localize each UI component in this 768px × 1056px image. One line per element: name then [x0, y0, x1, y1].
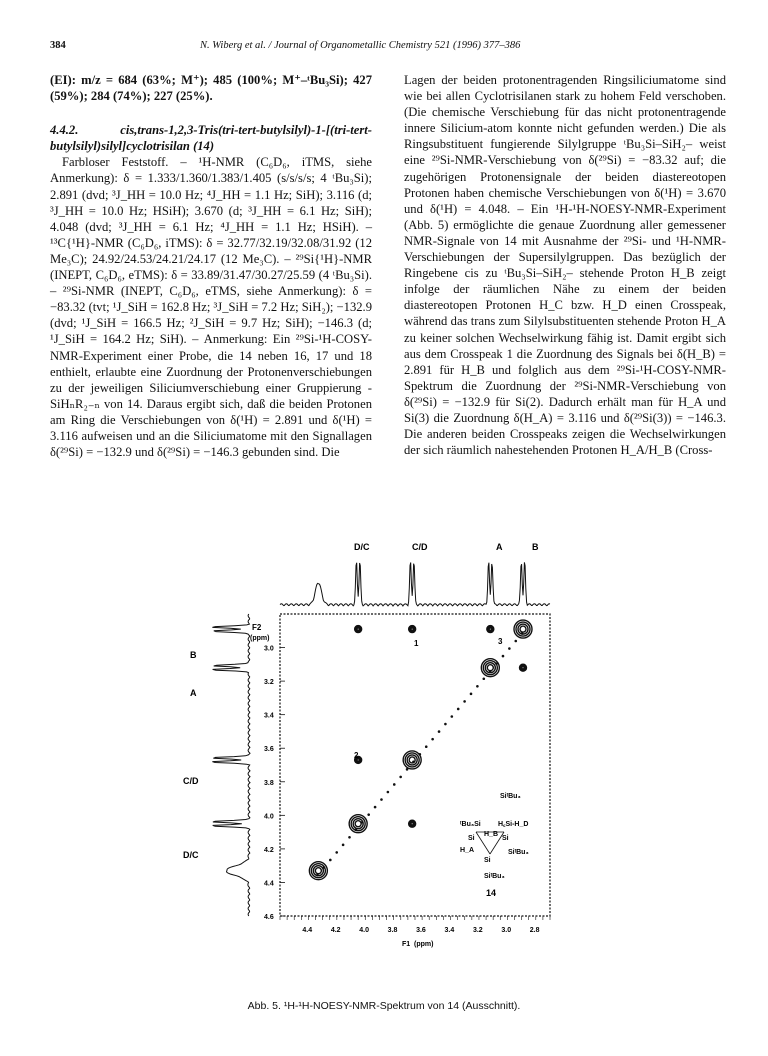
f1-axis-label: F1 [402, 941, 411, 948]
crosspeak-label-1: 1 [414, 639, 419, 648]
structure-label: ᵗBu₃Si [460, 821, 481, 828]
x-tick-label: 4.4 [302, 927, 313, 934]
right-column [404, 72, 726, 458]
diagonal-dot [342, 844, 345, 847]
plot-frame [280, 614, 550, 916]
x-tick-label: 2.8 [529, 927, 540, 934]
diagonal-dot [482, 677, 485, 680]
top-peak-label: C/D [412, 542, 428, 552]
crosspeak-label-2: 2 [354, 751, 359, 760]
structure-label: Si [468, 835, 475, 842]
cross-peak [411, 823, 413, 825]
side-peak-label: C/D [183, 776, 199, 786]
cross-peak [489, 628, 491, 630]
diagonal-dot [514, 640, 517, 643]
structure-label: H꜀Si-H_D [498, 821, 529, 828]
diagonal-dot [508, 647, 511, 650]
ms-data: (EI): m/z = 684 (63%; M⁺); 485 (100%; M⁺–ᵗBu₃Si); 427 (59%); 284 (74%); 227 (25%). [50, 73, 372, 104]
x-tick-label: 3.2 [472, 927, 483, 934]
x-axis-ticks [280, 916, 550, 934]
diagonal-dot [393, 783, 396, 786]
diagonal-dot [367, 813, 370, 816]
diagonal-dot [374, 806, 377, 809]
diagonal-dot [399, 776, 402, 779]
y-tick-label: 4.6 [264, 914, 274, 921]
diagonal-dot [425, 745, 428, 748]
y-tick-label: 3.8 [264, 779, 274, 787]
y-tick-label: 3.2 [264, 679, 274, 687]
x-tick-label: 4.2 [330, 927, 341, 934]
diagonal-peak [349, 815, 367, 833]
page-number: 384 [50, 40, 66, 51]
x-tick-label: 3.0 [501, 927, 512, 934]
y-tick-label: 4.2 [264, 846, 274, 854]
noesy-figure [180, 536, 560, 996]
diagonal-dot [335, 851, 338, 854]
diagonal-dot [470, 693, 473, 696]
y-tick-label: 3.4 [264, 712, 274, 720]
f1-axis-unit: (ppm) [414, 941, 434, 948]
diagonal-peak [520, 626, 526, 632]
structure-14 [460, 793, 529, 898]
cross-peak [522, 667, 524, 669]
x-tick-label: 4.0 [359, 927, 369, 934]
f2-axis-unit: (ppm) [250, 635, 270, 642]
cross-peak [357, 628, 359, 630]
left-1d-spectrum [212, 614, 250, 916]
figure-caption: Abb. 5. ¹H-¹H-NOESY-NMR-Spektrum von 14 (Ausschnitt). [247, 1000, 521, 1012]
left-body-text: Farbloser Feststoff. – ¹H-NMR (C₆D₆, iTMS, siehe Anmerkung): δ = 1.333/1.360/1.383/1.405 (s/s/s/s; 4 ᵗBu₃Si); 2.891 (dvd; ³J_HH = 10.0 Hz; ⁴J_HH = 1.1 Hz; SiH); 3.116 (d; ³J_HH = 10.0 Hz; HSiH); 3.670 (d; ³J_HH = 6.1 Hz; SiH); 4.048 (dvd; ³J_HH = 6.1 Hz; ⁴J_HH = 1.1 Hz; HSiH). – ¹³C{¹H}-NMR (C₆D₆, iTMS): δ = 32.77/32.19/32.08/31.92 (12 Me₃C); 24.92/24.53/24.21/24.17 (12 Me₃C). – ²⁹Si{¹H}-NMR (INEPT, C₆D₆, eTMS): δ = 33.89/31.47/30.27/25.59 (4 ᵗBu₃Si). – ²⁹Si-NMR (INEPT, C₆D₆, eTMS, siehe Anmerkung): δ = −83.32 (tvt; ¹J_SiH = 162.8 Hz; ³J_SiH = 7.2 Hz; SiH₂); −132.9 (dvd; ¹J_SiH = 166.5 Hz; ²J_SiH = 9.7 Hz; SiH); −146.3 (d; ¹J_SiH = 164.2 Hz; SiH). – Anmerkung: Ein ²⁹Si-¹H-COSY-NMR-Experiment einer Probe, die 14 neben 16, 17 und 18 enthielt, erlaubte eine Zuordnung der Protonenverschiebungen zu der jeweiligen Siliciumverschiebung einer Gruppierung -SiHₙR₂₋ₙ von 14. Daraus ergibt sich, daß die beiden Protonen am Ring die Verschiebungen von δ(¹H) = 2.891 und δ(¹H) = 3.116 aufweisen und an die Siliciumatome mit den Signallagen δ(²⁹Si) = −132.9 und δ(²⁹Si) = −146.3 gebunden sind. Die [50, 155, 372, 460]
structure-label: Si [484, 857, 491, 864]
diagonal-peak [315, 868, 321, 874]
y-tick-label: 4.0 [264, 813, 274, 821]
diagonal-peak [409, 757, 415, 763]
top-peak-label: D/C [354, 542, 370, 552]
diagonal-dot [387, 791, 390, 794]
diagonal-dot [438, 730, 441, 733]
y-tick-label: 4.4 [264, 880, 274, 888]
x-tick-label: 3.4 [444, 927, 455, 934]
x-tick-label: 3.6 [416, 927, 426, 934]
diagonal-dot [444, 723, 447, 726]
structure-label: SiᵗBu₃ [484, 873, 505, 880]
structure-label: SiᵗBu₃ [508, 849, 529, 856]
y-tick-label: 3.6 [264, 746, 274, 754]
diagonal-dot [380, 798, 383, 801]
diagonal-dot [348, 836, 351, 839]
diagonal-dot [329, 859, 332, 862]
structure-label: Si [502, 835, 509, 842]
diagonal-dot [502, 655, 505, 658]
top-peak-label: A [496, 542, 503, 552]
x-tick-label: 3.8 [387, 927, 398, 934]
diagonal-dot [463, 700, 466, 703]
structure-label: SiᵗBu₃ [500, 793, 521, 800]
side-peak-label: D/C [183, 850, 199, 860]
structure-label: H_A [460, 847, 475, 854]
top-peak-label: B [532, 542, 539, 552]
cross-peak [411, 628, 413, 630]
diagonal-peak [487, 665, 493, 671]
structure-label: H_B [484, 831, 499, 838]
diagonal-peak [355, 821, 361, 827]
compound-number: 14 [486, 888, 497, 898]
left-column [50, 72, 372, 460]
top-1d-spectrum [280, 562, 550, 606]
y-axis-ticks [264, 646, 285, 921]
diagonal-dot [476, 685, 479, 688]
compound-subheading: 4.4.2. cis,trans-1,2,3-Tris(tri-tert-butylsilyl)-1-[(tri-tert-butylsilyl)silyl]cyclotrisilan (14) [50, 123, 372, 154]
diagonal-dot [431, 738, 434, 741]
crosspeak-label-3: 3 [498, 637, 503, 646]
side-peak-label: A [190, 688, 197, 698]
side-peak-label: B [190, 650, 197, 660]
y-tick-label: 3.0 [264, 645, 274, 653]
diagonal-dot [457, 708, 460, 711]
page-header [50, 40, 726, 54]
running-title: N. Wiberg et al. / Journal of Organometallic Chemistry 521 (1996) 377–386 [200, 40, 521, 51]
diagonal-dot [451, 715, 454, 718]
right-body-text: Lagen der beiden protonentragenden Ringsiliciumatome sind wie bei allen Cyclotrisilanen stark zu hohem Feld verschoben. (Die chemische Verschiebung für das nicht protonentragende innere Silicium-atom konnte nicht gefunden werden.) Die als Ringsubstituent fungierende Silylgruppe ᵗBu₃Si–SiH₂– weist eine ²⁹Si-NMR-Verschiebung von δ(²⁹Si) = −83.32 auf; die zugehörigen Protonensignale der beiden diastereotopen Protonen haben chemische Verschiebungen von δ(¹H) = 3.670 und δ(¹H) = 4.048. – Ein ¹H-¹H-NOESY-NMR-Experiment (Abb. 5) ermöglichte die genaue Zuordnung aller gemessener NMR-Signale von 14 mit Ausnahme der ²⁹Si- und ¹H-NMR-Verschiebungen der Supersilylgruppen. Das bezüglich der Ringebene cis zu ᵗBu₃Si–SiH₂– stehende Proton H_B zeigt infolge der räumlichen Nähe zu einem der beiden diastereotopen Protonen H_C bzw. H_D einen Crosspeak, während das trans zum Silylsubstituenten stehende Proton H_A zu keiner solchen Wechselwirkung fähig ist. Damit ergibt sich aus dem Crosspeak 1 die Zuordnung des Signals bei δ(H_B) = 2.891 für H_B und folglich aus dem ²⁹Si-¹H-COSY-NMR-Spektrum die Zuordnung der ²⁹Si-NMR-Verschiebung von δ(²⁹Si) = −132.9 für Si(2). Dadurch erhält man für H_A und Si(3) die Zuordnung δ(H_A) = 3.116 und δ(²⁹Si(3)) = −146.3. Die anderen beiden Crosspeaks zeigen die Wechselwirkungen der sich räumlich nahestehenden Protonen H_A/H_B (Cross- [404, 73, 726, 458]
f2-axis-label: F2 [252, 623, 262, 632]
